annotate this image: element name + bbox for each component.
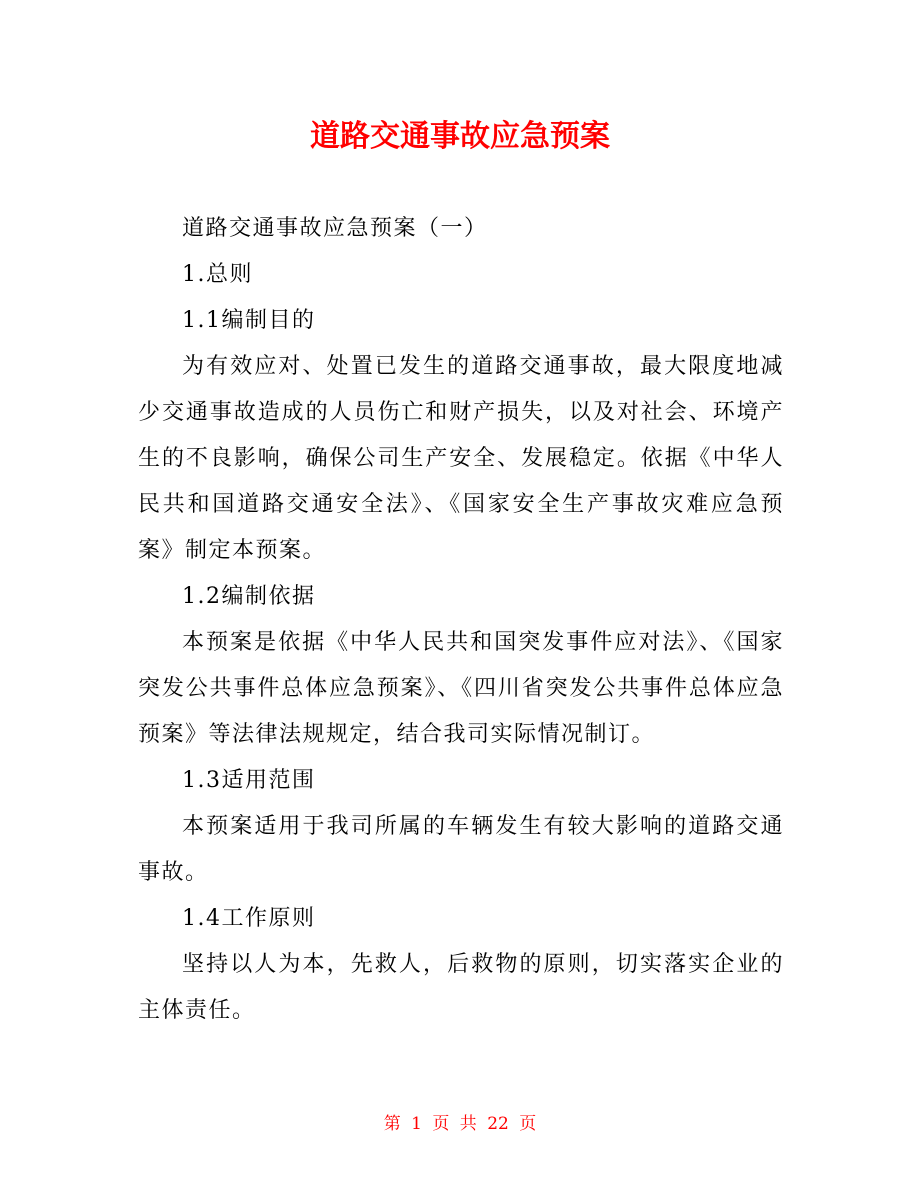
- document-body: [138, 206, 784, 1034]
- paragraph-basis-heading: 1.2编制依据: [182, 584, 316, 609]
- paragraph-scope-heading: 1.3适用范围: [182, 768, 316, 793]
- page-number-footer: 第 1 页 共 22 页: [383, 1114, 537, 1134]
- paragraph-purpose-body: 为有效应对、处置已发生的道路交通事故，最大限度地减少交通事故造成的人员伤亡和财产损失，以及对社会、环境产生的不良影响，确保公司生产安全、发展稳定。依据《中华人民共和国道路交通安全法》、《国家安全生产事故灾难应急预案》制定本预案。: [138, 354, 784, 563]
- document-title: 道路交通事故应急预案: [310, 119, 610, 154]
- paragraph-section-heading: 道路交通事故应急预案（一）: [182, 216, 488, 241]
- paragraph-principles-body: 坚持以人为本，先救人，后救物的原则，切实落实企业的主体责任。: [138, 952, 784, 1023]
- paragraph-scope-body: 本预案适用于我司所属的车辆发生有较大影响的道路交通事故。: [138, 814, 784, 885]
- paragraph-principles-heading: 1.4工作原则: [182, 906, 316, 931]
- paragraph-general-principles: 1.总则: [182, 262, 253, 287]
- paragraph-basis-body: 本预案是依据《中华人民共和国突发事件应对法》、《国家突发公共事件总体应急预案》、《四川省突发公共事件总体应急预案》等法律法规规定，结合我司实际情况制订。: [138, 630, 784, 747]
- paragraph-purpose-heading: 1.1编制目的: [182, 308, 316, 333]
